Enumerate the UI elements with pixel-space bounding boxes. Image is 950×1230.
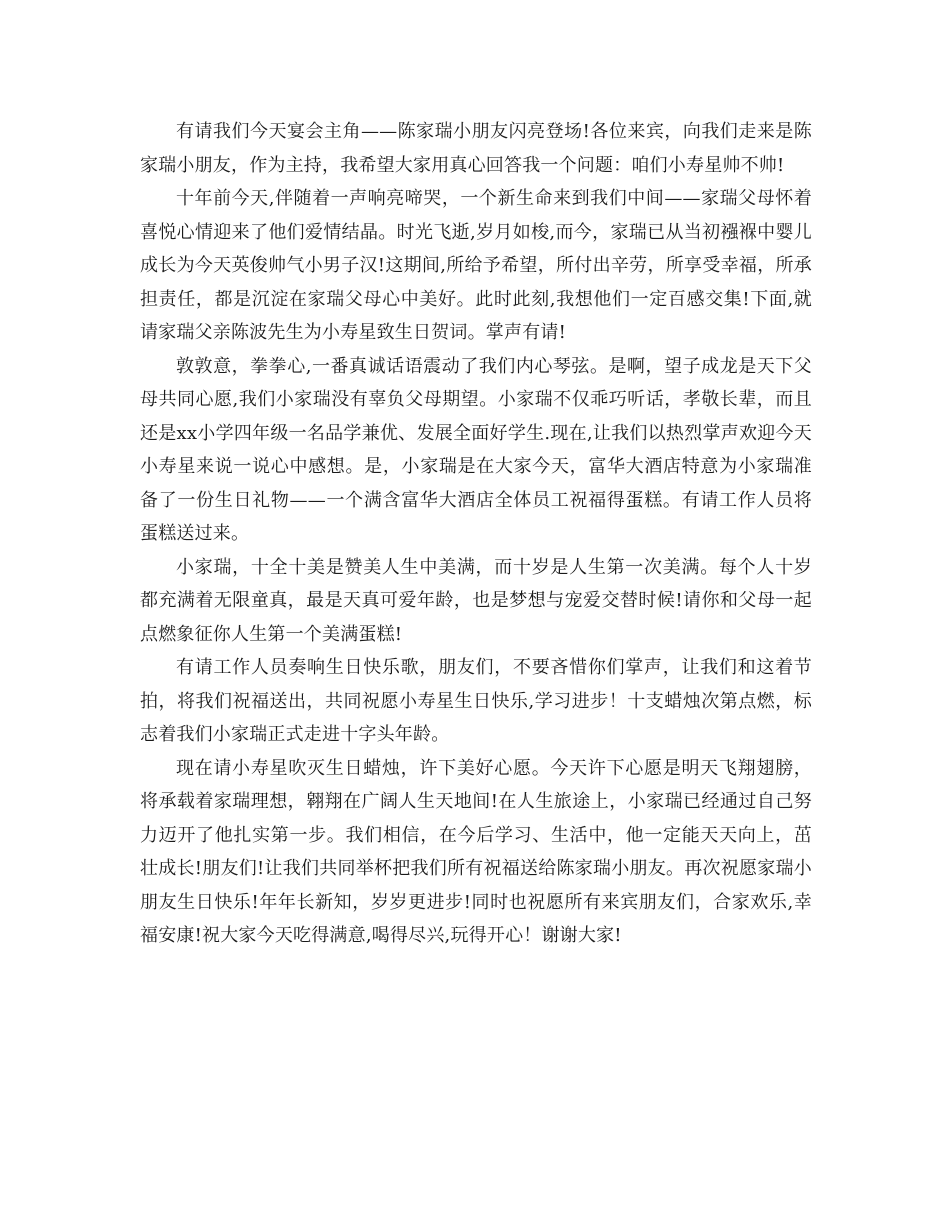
paragraph-birthday-song: 有请工作人员奏响生日快乐歌，朋友们，不要吝惜你们掌声，让我们和这着节拍，将我们祝福送出，共同祝愿小寿星生日快乐,学习进步！十支蜡烛次第点燃，标志着我们小家瑞正式走进十字头年龄。	[140, 657, 812, 745]
paragraph-ten-years: 小家瑞，十全十美是赞美人生中美满，而十岁是人生第一次美满。每个人十岁都充满着无限童真，最是天真可爱年龄，也是梦想与宠爱交替时候!请你和父母一起点燃象征你人生第一个美满蛋糕!	[140, 556, 812, 645]
document-body	[140, 115, 812, 953]
paragraph-opening: 有请我们今天宴会主角——陈家瑞小朋友闪亮登场!各位来宾，向我们走来是陈家瑞小朋友，作为主持，我希望大家用真心回答我一个问题：咱们小寿星帅不帅!	[140, 121, 812, 176]
paragraph-birth-story: 十年前今天,伴随着一声响亮啼哭，一个新生命来到我们中间——家瑞父母怀着喜悦心情迎来了他们爱情结晶。时光飞逝,岁月如梭,而今，家瑞已从当初襁褓中婴儿成长为今天英俊帅气小男子汉!这期间,所给予希望，所付出辛劳，所享受幸福，所承担责任，都是沉淀在家瑞父母心中美好。此时此刻,我想他们一定百感交集!下面,就请家瑞父亲陈波先生为小寿星致生日贺词。掌声有请!	[140, 188, 812, 343]
paragraph-closing: 现在请小寿星吹灭生日蜡烛，许下美好心愿。今天许下心愿是明天飞翔翅膀，将承载着家瑞理想，翱翔在广阔人生天地间!在人生旅途上，小家瑞已经通过自己努力迈开了他扎实第一步。我们相信，在今后学习、生活中，他一定能天天向上，茁壮成长!朋友们!让我们共同举杯把我们所有祝福送给陈家瑞小朋友。再次祝愿家瑞小朋友生日快乐!年年长新知，岁岁更进步!同时也祝愿所有来宾朋友们，合家欢乐,幸福安康!祝大家今天吃得满意,喝得尽兴,玩得开心！谢谢大家!	[140, 757, 812, 946]
paragraph-father-speech: 敦敦意，拳拳心,一番真诚话语震动了我们内心琴弦。是啊，望子成龙是天下父母共同心愿,我们小家瑞没有辜负父母期望。小家瑞不仅乖巧听话，孝敬长辈，而且还是xx小学四年级一名品学兼优、发展全面好学生.现在,让我们以热烈掌声欢迎今天小寿星来说一说心中感想。是，小家瑞是在大家今天，富华大酒店特意为小家瑞准备了一份生日礼物——一个满含富华大酒店全体员工祝福得蛋糕。有请工作人员将蛋糕送过来。	[140, 355, 812, 544]
